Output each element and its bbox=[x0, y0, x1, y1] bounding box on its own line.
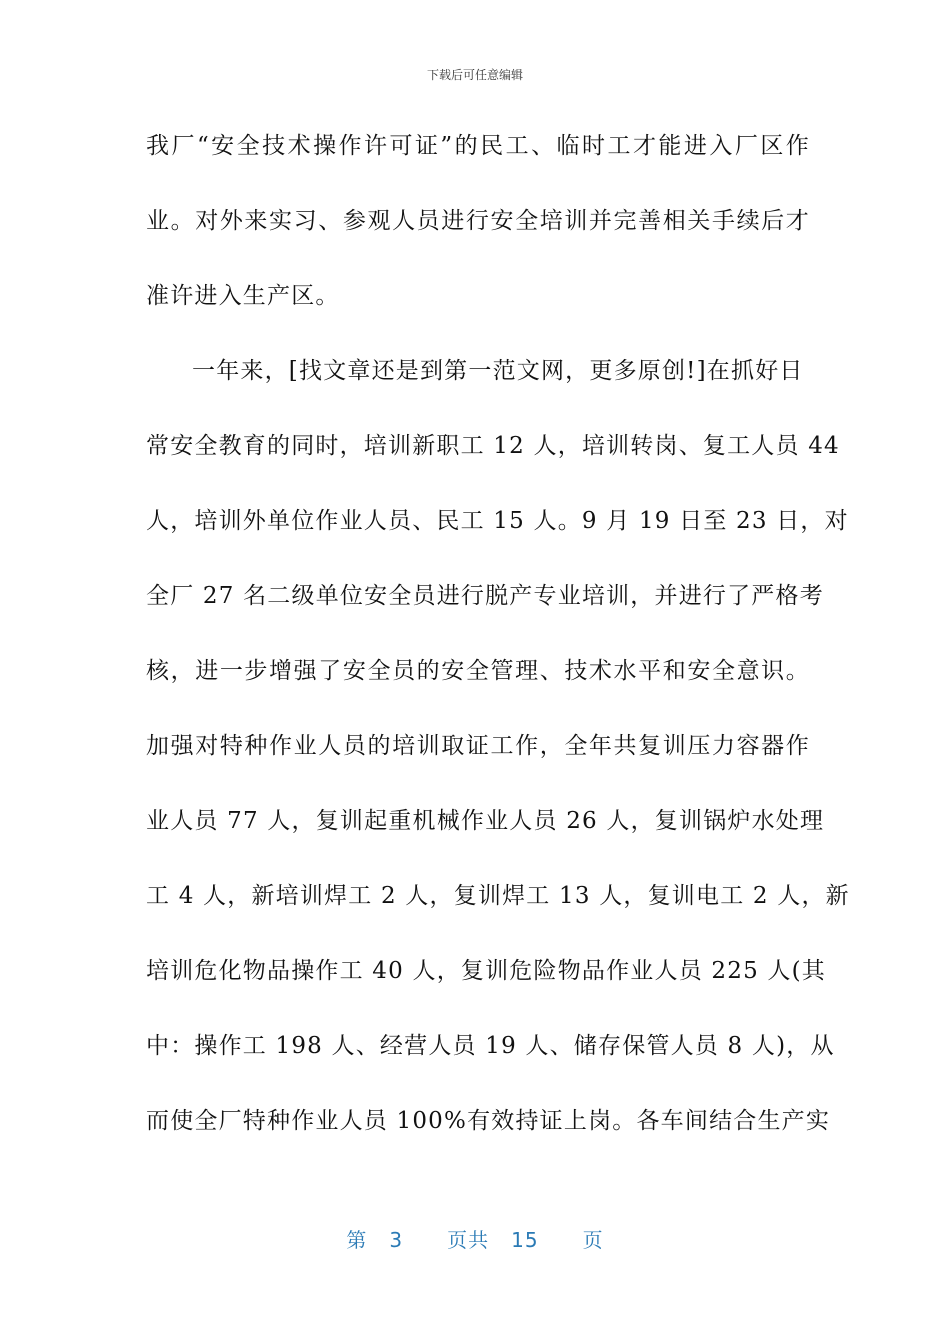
text-line: 工 4 人，新培训焊工 2 人，复训焊工 13 人，复训电工 2 人，新 bbox=[146, 883, 850, 909]
text-line: 中：操作工 198 人、经营人员 19 人、储存保管人员 8 人)，从 bbox=[146, 1033, 835, 1059]
header-note: 下载后可任意编辑 bbox=[426, 68, 523, 82]
text-line: 加强对特种作业人员的培训取证工作，全年共复训压力容器作 bbox=[146, 733, 810, 759]
text-line: 培训危化物品操作工 40 人，复训危险物品作业人员 225 人(其 bbox=[146, 958, 826, 984]
text-line: 核，进一步增强了安全员的安全管理、技术水平和安全意识。 bbox=[146, 658, 810, 684]
text-line: 业人员 77 人，复训起重机械作业人员 26 人，复训锅炉水处理 bbox=[146, 808, 825, 834]
document-body bbox=[146, 120, 850, 1170]
footer-current-page: 3 bbox=[389, 1228, 404, 1252]
footer-total-pages: 15 bbox=[511, 1228, 539, 1252]
footer-prefix: 第 bbox=[346, 1228, 368, 1252]
text-line: 业。对外来实习、参观人员进行安全培训并完善相关手续后才 bbox=[146, 208, 810, 234]
footer-middle: 页共 bbox=[447, 1228, 490, 1252]
text-line: 常安全教育的同时，培训新职工 12 人，培训转岗、复工人员 44 bbox=[146, 433, 840, 459]
text-line: 准许进入生产区。 bbox=[146, 283, 340, 309]
text-line: 全厂 27 名二级单位安全员进行脱产专业培训，并进行了严格考 bbox=[146, 583, 824, 609]
footer-suffix: 页 bbox=[582, 1228, 604, 1252]
text-line: 人，培训外单位作业人员、民工 15 人。9 月 19 日至 23 日，对 bbox=[146, 508, 849, 534]
text-line: 我厂“安全技术操作许可证”的民工、临时工才能进入厂区作 bbox=[146, 133, 810, 159]
text-line: 一年来，[找文章还是到第一范文网，更多原创!]在抓好日 bbox=[192, 358, 804, 384]
text-line: 而使全厂特种作业人员 100%有效持证上岗。各车间结合生产实 bbox=[146, 1108, 831, 1134]
page-footer bbox=[0, 1224, 950, 1253]
